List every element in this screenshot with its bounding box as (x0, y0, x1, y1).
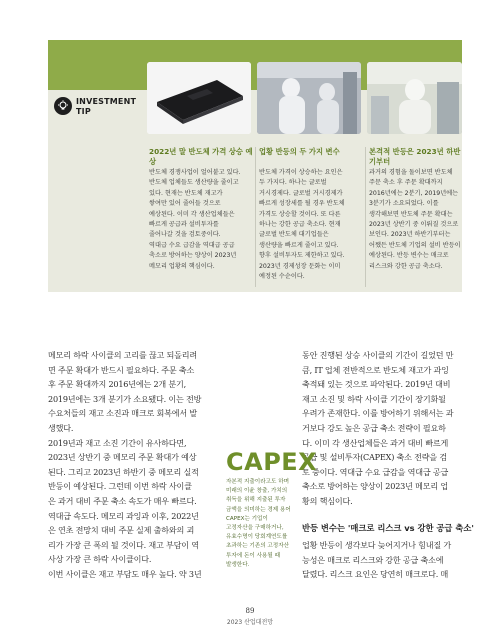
body-line: 은 연초 전망치 대비 주문 실제 출하와의 괴 (48, 525, 195, 536)
tip-body-line: 두 가지다. 하나는 글로벌 (259, 179, 327, 187)
ssd-photo (147, 62, 251, 134)
capex-line: 고정자산을 구매하거나, (226, 525, 284, 532)
body-line: 2019년에는 3개 분기가 소요됐다. 이는 전방 (48, 393, 202, 404)
tip-column-2-body (259, 168, 363, 282)
body-line: 면 주문 확대가 반드시 필요하다. 주문 축소 (48, 364, 195, 375)
tip-body-line: 반도체 가격이 상승하는 요인은 (259, 169, 343, 176)
tip-body-line: 역대급 수요 급감을 역대급 공급 (149, 241, 235, 249)
capex-line: 자본적 지출이라고도 하며 (226, 479, 289, 485)
section-heading: 반등 변수는 '매크로 리스크 vs 강한 공급 축소' (302, 523, 474, 533)
body-line: 이번 사이클은 재고 부담도 매우 높다. 약 3년 (48, 568, 202, 579)
right-body-column (302, 348, 462, 509)
body-line: 재고 소진 및 하락 사이클 기간이 장기화될 (302, 393, 446, 404)
capex-line: 투자에 돈이 사용될 때 (226, 552, 280, 559)
body-line: 우려가 존재한다. 이를 방어하기 위해서는 과 (302, 408, 454, 419)
body-line: 은 과거 대비 주문 축소 속도가 매우 빠르다. (48, 495, 197, 506)
body-line: 업황 반등이 생각보다 늦어지거나 힘내질 가 (302, 540, 451, 550)
capex-definition (226, 478, 294, 570)
body-line: 수요처들의 재고 소진과 매크로 회복에서 발 (48, 408, 197, 419)
body-line: 거보다 강도 높은 공급 축소 전략이 필요하 (302, 422, 446, 433)
body-line: 능성은 매크로 리스크와 강한 공급 축소에 (302, 554, 444, 565)
body-line: 2019년과 재고 소진 기간이 유사하다면, (48, 437, 187, 448)
capex-title: CAPEX (226, 448, 318, 476)
body-line: 공급 및 설비투자(CAPEX) 축소 전략을 검 (302, 452, 447, 463)
tip-body-line: 생각해보면 반도체 주문 확대는 (369, 210, 453, 218)
column-divider (365, 147, 366, 287)
tip-column-2-title: 업황 반등의 두 가지 변수 (259, 147, 340, 156)
body-line: 큼, IT 업체 전반적으로 반도체 재고가 과잉 (302, 364, 449, 375)
worker-photo (367, 62, 462, 134)
tip-body-line: 2023년 경제성장 둔화는 이미 (259, 262, 341, 270)
tip-body-line: 있다. 현재는 반도체 재고가 (149, 189, 223, 197)
body-line: 달렸다. 리스크 요인은 당연히 매크로다. 매 (302, 569, 449, 580)
tip-body-line: 하나는 강한 공급 축소다. 현재 (259, 221, 341, 229)
tip-body-line: 예상된다. 반등 변수는 매크로 (369, 252, 449, 260)
lightbulb-icon (54, 97, 72, 115)
body-line: 황의 핵심이다. (302, 495, 353, 506)
page-number: 89 (245, 607, 255, 615)
body-line: 후 주문 확대까지 2016년에는 2개 분기, (48, 379, 187, 390)
body-line: 토 중이다. 역대급 수요 급감을 역대급 공급 (302, 466, 449, 477)
tip-body-line: 빠르게 공급과 설비투자를 (149, 221, 219, 229)
tip-body-line: 2023년 상반기 중 이뤄질 것으로 (369, 221, 459, 229)
tip-body-line: 주문 축소 후 주문 확대까지 (369, 179, 443, 187)
tip-body-line: 예상된다. 이미 각 생산업체들은 (149, 210, 235, 218)
tip-column-1-title: 2022년 말 반도체 가격 상승 예상 (149, 147, 253, 166)
tip-body-line: 3분기가 소요되었다. 이를 (369, 200, 439, 208)
body-line: 축소로 방어하는 양상이 2023년 메모리 업 (302, 481, 448, 492)
capex-line: 발생한다. (226, 561, 250, 568)
body-line: 된다. 그리고 2023년 하반기 중 메모리 실적 (48, 466, 199, 477)
capex-line: 미래의 이윤 창출, 가치의 (226, 488, 288, 495)
tip-body-line: 축소로 방어하는 양상이 2023년 (149, 252, 237, 260)
capex-line: 취득을 위해 지출된 투자 (226, 497, 286, 504)
tip-body-line: 예정된 수순이다. (259, 273, 305, 281)
tip-body-line: 줄어나갈 것을 검토중이다. (149, 231, 221, 239)
tip-body-line: 가격도 상승할 것이다. 또 다른 (259, 210, 341, 218)
right-body-column-continued (302, 538, 462, 582)
tip-column-3-title: 본격적 반등은 2023년 하반기부터 (369, 147, 461, 166)
body-line: 사상 가장 큰 하락 사이클이다. (48, 554, 152, 565)
tip-body-line: 보인다. 2023년 하반기부터는 (369, 231, 451, 239)
tip-body-line: 쌓여만 있어 줄어들 것으로 (149, 200, 221, 208)
tip-body-line: 빠르게 성장세를 될 경우 반도체 (259, 200, 345, 208)
capex-line: 금액을 의미하는 경제 용어 (226, 506, 291, 513)
tip-body-line: 반도체 업체들도 생산량을 줄이고 (149, 179, 239, 187)
tip-body-line: 리스크와 강한 공급 축소다. (369, 262, 443, 270)
body-line: 메모리 하락 사이클의 고리를 끊고 되돌리려 (48, 350, 197, 360)
left-body-column (48, 348, 220, 582)
capex-line: 초과하는 기존의 고정자산 (226, 543, 289, 550)
body-line: 축적돼 있는 것으로 파악된다. 2019년 대비 (302, 379, 451, 390)
tip-body-line: 글로벌 반도체 대기업들은 (259, 231, 329, 239)
tip-body-line: 어쨌든 반도체 기업의 설비 반등이 (369, 241, 461, 249)
tip-body-line: 향후 설비투자도 제한하고 있다. (259, 252, 345, 260)
body-line: 동안 진행된 상승 사이클의 기간이 길었던 만 (302, 350, 454, 360)
tip-column-1-body (149, 168, 253, 272)
tip-body-line: 반도체 경쟁사업이 얼어붙고 있다. (149, 169, 241, 176)
capex-line: CAPEX는 기업이 (226, 515, 268, 522)
column-divider (255, 147, 256, 287)
tip-body-line: 과거의 경험을 돌이보면 반도체 (369, 169, 453, 176)
body-line: 역대급 속도다. 메모리 과잉과 이후, 2022년 (48, 510, 199, 521)
body-line: 리가 가장 큰 폭의 될 것이다. 재고 부담이 역 (48, 539, 199, 550)
body-line: 다. 이미 각 생산업체들은 과거 대비 빠르게 (302, 437, 449, 448)
tip-body-line: 메모리 업황의 핵심이다. (149, 262, 215, 270)
body-line: 반등이 예상된다. 그런데 이번 하락 사이클 (48, 481, 192, 492)
capex-line: 유효수명이 당회계연도를 (226, 534, 288, 541)
cleanroom-photo (257, 62, 361, 134)
tip-body-line: 2016년에는 2분기, 2019년에는 (369, 189, 459, 197)
book-title: 2023 산업대전망 (226, 619, 274, 626)
body-line: 2023년 상반기 중 메모리 주문 확대가 예상 (48, 452, 197, 463)
investment-tip-label: INVESTMENT TIP (76, 97, 137, 116)
tip-body-line: 거시경제다. 글로벌 거시경제가 (259, 189, 343, 197)
tip-column-3-body (369, 168, 461, 272)
body-line: 생했다. (48, 422, 74, 433)
tip-body-line: 생산량을 빠르게 줄이고 있다. (259, 241, 339, 249)
